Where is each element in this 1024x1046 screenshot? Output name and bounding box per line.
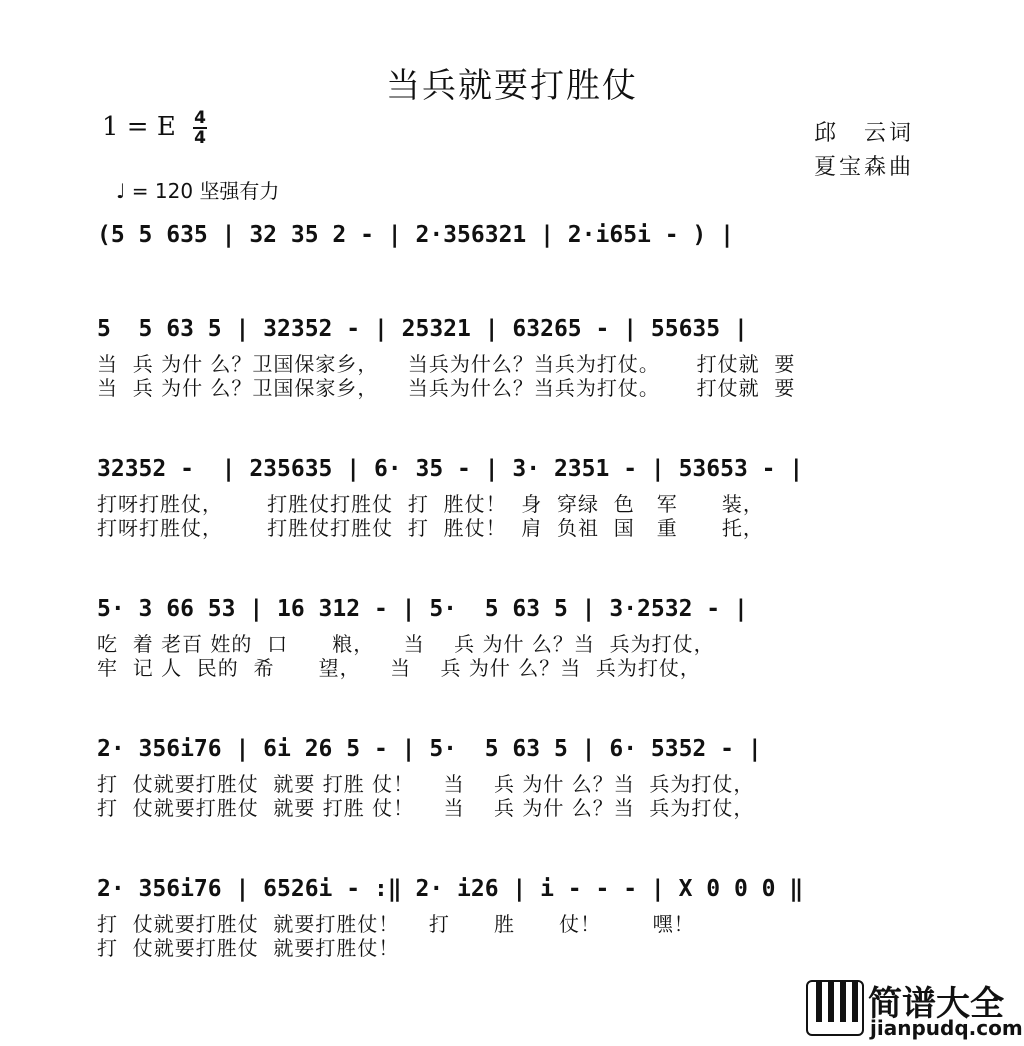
piano-keys-icon — [806, 980, 864, 1036]
lyrics-line-2-verse-2: 当 兵 为什 么？卫国保家乡， 当兵为什么？当兵为打仗。 打仗就 要 — [97, 376, 796, 400]
site-logo[interactable] — [806, 976, 1023, 1040]
score-line-2 — [97, 316, 933, 400]
notes-line-5: 2· 356i76 | 6i 26 5 - | 5· 5 63 5 | 6· 5352 - | — [97, 736, 762, 762]
lyrics-line-3-verse-1: 打呀打胜仗， 打胜仗打胜仗 打 胜仗！ 身 穿绿 色 军 装， — [97, 492, 764, 516]
lyricist-credit: 邱 云词 — [813, 121, 914, 146]
lyrics-line-2-verse-1: 当 兵 为什 么？卫国保家乡， 当兵为什么？当兵为打仗。 打仗就 要 — [97, 352, 796, 376]
score-line-4 — [97, 596, 933, 680]
lyrics-line-5-verse-2: 打 仗就要打胜仗 就要 打胜 仗！ 当 兵 为什 么？当 兵为打仗， — [97, 796, 755, 820]
time-signature-bottom: 4 — [194, 128, 206, 148]
lyrics-line-5-verse-1: 打 仗就要打胜仗 就要 打胜 仗！ 当 兵 为什 么？当 兵为打仗， — [97, 772, 755, 796]
composer-credit: 夏宝森曲 — [813, 155, 914, 180]
logo-name: 简谱大全 — [868, 984, 1004, 1024]
lyrics-line-4-verse-2: 牢 记 人 民的 希 望， 当 兵 为什 么？当 兵为打仗， — [97, 656, 701, 680]
tempo-marking: ♩ = 120 坚强有力 — [116, 179, 280, 203]
score-line-6 — [97, 876, 933, 960]
notes-line-3: 32352 - | 235635 | 6· 35 - | 3· 2351 - | 53653 - | — [97, 456, 804, 482]
lyrics-line-3-verse-2: 打呀打胜仗， 打胜仗打胜仗 打 胜仗！ 肩 负祖 国 重 托， — [97, 516, 764, 540]
score-line-5 — [97, 736, 933, 820]
logo-url: jianpudq.com — [870, 1016, 1023, 1040]
page-title: 当兵就要打胜仗 — [386, 66, 638, 106]
notes-line-2: 5 5 63 5 | 32352 - | 25321 | 63265 - | 55635 | — [97, 316, 748, 342]
notes-line-4: 5· 3 66 53 | 16 312 - | 5· 5 63 5 | 3·2532 - | — [97, 596, 748, 622]
notes-line-6: 2· 356i76 | 6526i - :‖ 2· i26 | i - - - | X 0 0 0 ‖ — [97, 876, 804, 902]
lyrics-line-4-verse-1: 吃 着 老百 姓的 口 粮， 当 兵 为什 么？当 兵为打仗， — [97, 632, 715, 656]
lyrics-line-6-verse-2: 打 仗就要打胜仗 就要打胜仗！ — [97, 936, 400, 960]
time-signature-top: 4 — [194, 108, 206, 128]
score-line-1 — [97, 222, 933, 254]
score-line-3 — [97, 456, 933, 540]
time-signature — [193, 110, 207, 146]
notes-line-1: (5 5 635 | 32 35 2 - | 2·356321 | 2·i65i - ) | — [97, 222, 734, 248]
key-signature: 1 = E — [102, 112, 176, 142]
lyrics-line-6-verse-1: 打 仗就要打胜仗 就要打胜仗！ 打 胜 仗！ 嘿！ — [97, 912, 695, 936]
